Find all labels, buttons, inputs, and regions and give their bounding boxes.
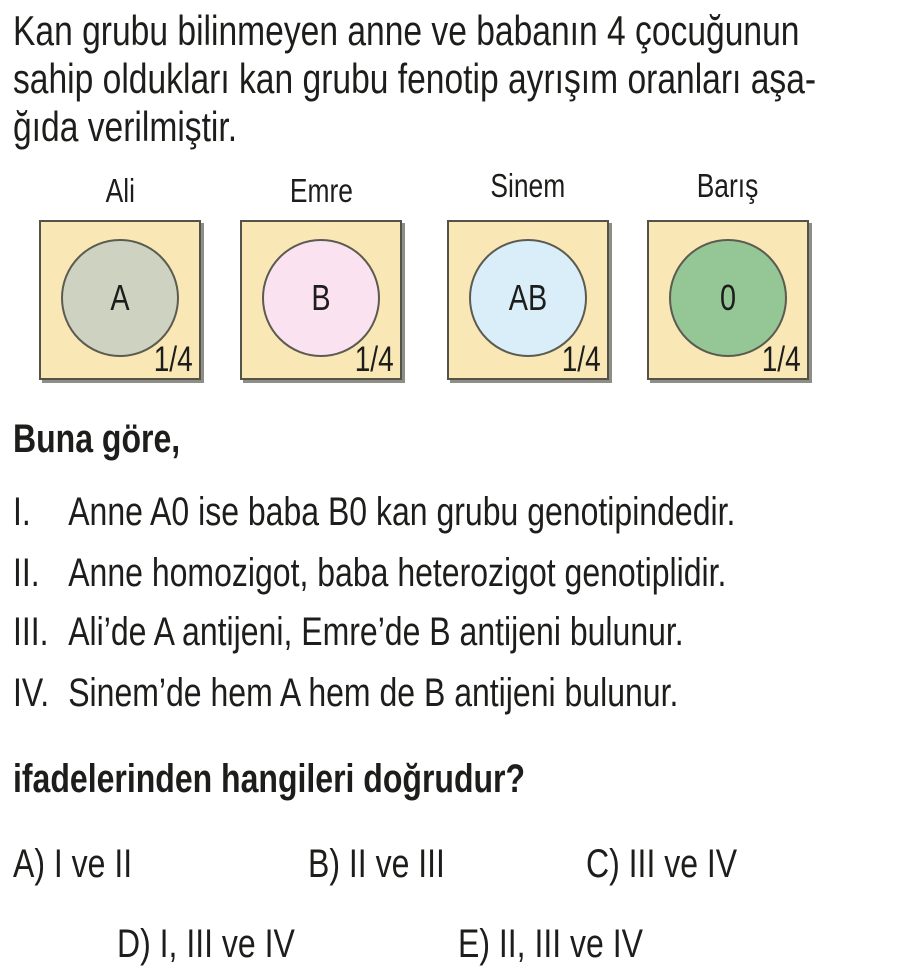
question-prompt: ifadelerinden hangileri doğrudur? (13, 757, 526, 801)
blood-group-letter: 0 (719, 277, 737, 318)
intro-line: ğıda verilmiştir. (13, 103, 238, 150)
lead-in-text: Buna göre, (13, 417, 181, 461)
blood-group-letter: A (110, 277, 130, 318)
child-name-label: Sinem (490, 167, 566, 204)
statement-1 (13, 492, 735, 532)
statement-2 (13, 553, 726, 593)
option-c[interactable]: C) III ve IV (586, 842, 738, 886)
child-name-ali (39, 174, 201, 207)
blood-group-card-baris (647, 220, 809, 380)
option-e[interactable]: E) II, III ve IV (458, 922, 643, 966)
ratio-label: 1/4 (762, 340, 801, 379)
intro-line: sahip oldukları kan grubu fenotip ayrışım oranları aşa- (13, 55, 817, 102)
statement-text: Anne A0 ise baba B0 kan grubu genotipindedir. (68, 490, 736, 534)
statement-3 (13, 612, 684, 652)
statement-numeral: III. (13, 610, 49, 654)
child-name-sinem (447, 169, 609, 202)
question-intro (13, 7, 816, 151)
option-b[interactable]: B) II ve III (308, 842, 445, 886)
statement-numeral: II. (13, 551, 40, 595)
ratio-label: 1/4 (562, 340, 601, 379)
option-d[interactable]: D) I, III ve IV (117, 922, 295, 966)
blood-group-card-ali (39, 220, 201, 380)
option-a[interactable]: A) I ve II (13, 842, 133, 886)
child-name-baris (647, 169, 809, 202)
ratio-label: 1/4 (355, 340, 394, 379)
child-name-emre (240, 174, 402, 207)
statement-numeral: IV. (13, 671, 50, 715)
child-name-label: Ali (105, 172, 135, 209)
child-name-label: Emre (289, 172, 353, 209)
statement-text: Ali’de A antijeni, Emre’de B antijeni bulunur. (68, 610, 684, 654)
intro-line: Kan grubu bilinmeyen anne ve babanın 4 çocuğunun (13, 7, 800, 54)
child-name-label: Barış (697, 167, 759, 204)
statement-text: Anne homozigot, baba heterozigot genotiplidir. (68, 551, 727, 595)
ratio-label: 1/4 (154, 340, 193, 379)
blood-group-letter: B (311, 277, 331, 318)
blood-group-card-emre (240, 220, 402, 380)
statement-text: Sinem’de hem A hem de B antijeni bulunur. (68, 671, 679, 715)
statement-4 (13, 673, 678, 713)
blood-group-letter: AB (508, 277, 548, 318)
statement-numeral: I. (13, 490, 31, 534)
blood-group-card-sinem (447, 220, 609, 380)
